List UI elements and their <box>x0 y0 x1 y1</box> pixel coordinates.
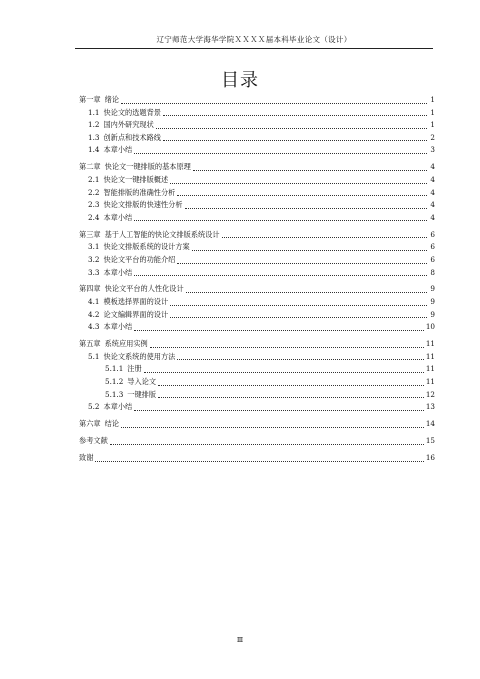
dot-leader <box>170 182 427 184</box>
toc-entry-label: 快论文系统的使用方法 <box>103 351 176 361</box>
dot-leader <box>144 371 424 373</box>
toc-subsection-entry[interactable] <box>79 389 435 402</box>
toc-entry-label: 本章小结 <box>103 322 133 332</box>
toc-entry-page: 4 <box>430 162 435 172</box>
page-number: Ⅲ <box>236 636 244 644</box>
dot-leader <box>158 384 424 386</box>
toc-entry-page: 2 <box>430 132 435 142</box>
dot-leader <box>163 139 427 141</box>
dot-leader <box>158 396 424 398</box>
toc-entry-label: 快论文平台的人性化设计 <box>104 284 184 294</box>
toc-entry-page: 4 <box>430 212 435 222</box>
toc-entry-page: 14 <box>425 419 435 429</box>
toc-chapter-entry[interactable] <box>79 418 435 431</box>
toc-entry-number: 2.2 <box>88 187 100 197</box>
toc-entry-label: 国内外研究现状 <box>103 120 154 130</box>
toc-entry-label: 快论文排版系统的设计方案 <box>103 242 190 252</box>
dot-leader <box>134 329 424 331</box>
toc-section-entry[interactable] <box>79 212 435 225</box>
toc-entry-page: 9 <box>430 284 435 294</box>
toc-entry-page: 6 <box>430 254 435 264</box>
toc-chapter-entry[interactable] <box>79 283 435 296</box>
toc-entry-number: 第二章 <box>79 162 101 172</box>
toc-section-entry[interactable] <box>79 296 435 309</box>
toc-entry-label: 参考文献 <box>79 436 108 446</box>
toc-entry-number: 5.1.2 <box>105 377 124 387</box>
toc-entry-label: 快论文一键排版概述 <box>103 174 169 184</box>
toc-entry-label: 结论 <box>104 419 119 429</box>
toc-entry-number: 2.4 <box>88 212 100 222</box>
toc-entry-number: 2.3 <box>88 200 100 210</box>
toc-subsection-entry[interactable] <box>79 376 435 389</box>
dot-leader <box>163 114 427 116</box>
toc-chapter-entry[interactable] <box>79 435 435 448</box>
dot-leader <box>193 169 427 171</box>
toc-entry-label: 快论文一键排版的基本原理 <box>104 162 191 172</box>
toc-entry-label: 注册 <box>127 364 142 374</box>
dot-leader <box>150 346 424 348</box>
toc-entry-label: 创新点和技术路线 <box>103 132 161 142</box>
toc-entry-page: 1 <box>430 95 435 104</box>
dot-leader <box>177 194 427 196</box>
toc-entry-page: 11 <box>425 339 435 349</box>
toc-entry-number: 4.3 <box>88 322 100 332</box>
toc-entry-number: 1.4 <box>88 145 100 155</box>
toc-entry-page: 10 <box>425 322 435 332</box>
toc-section-entry[interactable] <box>79 119 435 132</box>
toc-entry-page: 11 <box>425 351 435 361</box>
toc-entry-number: 第四章 <box>79 284 101 294</box>
toc-entry-page: 6 <box>430 229 435 239</box>
dot-leader <box>170 304 427 306</box>
dot-leader <box>177 262 427 264</box>
toc-entry-label: 基于人工智能的快论文排版系统设计 <box>104 229 220 239</box>
toc-entry-label: 绪论 <box>104 95 119 104</box>
dot-leader <box>134 152 427 154</box>
toc-entry-number: 3.2 <box>88 254 100 264</box>
toc-entry-label: 致谢 <box>79 453 94 463</box>
toc-section-entry[interactable] <box>79 144 435 157</box>
toc-entry-number: 2.1 <box>88 174 100 184</box>
toc-section-entry[interactable] <box>79 187 435 200</box>
toc-entry-label: 模板选择界面的设计 <box>103 297 169 307</box>
page-header: 辽宁师范大学海华学院ＸＸＸＸ届本科毕业论文（设计） <box>75 34 433 49</box>
toc-section-entry[interactable] <box>79 254 435 267</box>
dot-leader <box>134 274 427 276</box>
toc-entry-number: 5.1.3 <box>105 389 124 399</box>
dot-leader <box>222 236 427 238</box>
toc-section-entry[interactable] <box>79 309 435 322</box>
toc-entry-page: 4 <box>430 187 435 197</box>
toc-entry-label: 系统应用实例 <box>104 339 148 349</box>
table-of-contents <box>79 94 435 465</box>
toc-entry-number: 1.3 <box>88 132 100 142</box>
toc-entry-page: 1 <box>430 120 435 130</box>
toc-subsection-entry[interactable] <box>79 363 435 376</box>
dot-leader <box>95 460 423 462</box>
toc-entry-label: 快论文的选题背景 <box>103 107 161 117</box>
toc-section-entry[interactable] <box>79 199 435 212</box>
dot-leader <box>156 127 427 129</box>
toc-entry-number: 5.1 <box>88 351 100 361</box>
toc-entry-number: 第五章 <box>79 339 101 349</box>
page-title: 目录 <box>221 70 259 91</box>
toc-entry-number: 4.2 <box>88 309 100 319</box>
toc-entry-number: 5.1.1 <box>105 364 124 374</box>
toc-chapter-entry[interactable] <box>79 452 435 465</box>
toc-entry-number: 3.1 <box>88 242 100 252</box>
toc-entry-number: 第六章 <box>79 419 101 429</box>
dot-leader <box>134 409 424 411</box>
toc-entry-page: 6 <box>430 242 435 252</box>
toc-entry-number: 1.2 <box>88 120 100 130</box>
toc-entry-label: 本章小结 <box>103 145 133 155</box>
toc-entry-label: 快论文平台的功能介绍 <box>103 254 176 264</box>
toc-entry-label: 导入论文 <box>127 377 157 387</box>
toc-chapter-entry[interactable] <box>79 94 435 107</box>
toc-entry-number: 4.1 <box>88 297 100 307</box>
toc-entry-page: 16 <box>425 453 435 463</box>
dot-leader <box>186 291 427 293</box>
dot-leader <box>177 358 424 360</box>
dot-leader <box>110 443 424 445</box>
toc-section-entry[interactable] <box>79 267 435 280</box>
toc-entry-page: 8 <box>430 267 435 277</box>
toc-entry-page: 3 <box>430 145 435 155</box>
toc-section-entry[interactable] <box>79 107 435 120</box>
toc-entry-page: 9 <box>430 309 435 319</box>
toc-entry-page: 12 <box>425 389 435 399</box>
dot-leader <box>121 102 427 104</box>
toc-section-entry[interactable] <box>79 174 435 187</box>
toc-section-entry[interactable] <box>79 132 435 145</box>
toc-entry-label: 论文编辑界面的设计 <box>103 309 169 319</box>
toc-entry-page: 11 <box>425 377 435 387</box>
toc-entry-number: 第一章 <box>79 95 101 104</box>
dot-leader <box>185 207 427 209</box>
toc-entry-label: 本章小结 <box>103 212 133 222</box>
toc-entry-page: 15 <box>425 436 435 446</box>
dot-leader <box>134 219 427 221</box>
toc-entry-number: 5.2 <box>88 402 100 412</box>
toc-chapter-entry[interactable] <box>79 229 435 242</box>
dot-leader <box>192 249 427 251</box>
toc-section-entry[interactable] <box>79 401 435 414</box>
toc-entry-label: 快论文排版的快速性分析 <box>103 200 183 210</box>
toc-entry-page: 4 <box>430 200 435 210</box>
toc-section-entry[interactable] <box>79 241 435 254</box>
toc-entry-label: 本章小结 <box>103 267 133 277</box>
toc-chapter-entry[interactable] <box>79 338 435 351</box>
toc-entry-page: 13 <box>425 402 435 412</box>
toc-entry-page: 11 <box>425 364 435 374</box>
toc-section-entry[interactable] <box>79 351 435 364</box>
toc-entry-page: 4 <box>430 174 435 184</box>
dot-leader <box>170 316 427 318</box>
toc-entry-label: 一键排版 <box>127 389 157 399</box>
toc-entry-page: 1 <box>430 107 435 117</box>
toc-entry-number: 3.3 <box>88 267 100 277</box>
toc-entry-label: 智能排版的准确性分析 <box>103 187 176 197</box>
toc-chapter-entry[interactable] <box>79 161 435 174</box>
toc-entry-number: 1.1 <box>88 107 100 117</box>
toc-section-entry[interactable] <box>79 321 435 334</box>
dot-leader <box>121 426 424 428</box>
toc-entry-label: 本章小结 <box>103 402 133 412</box>
toc-entry-page: 9 <box>430 297 435 307</box>
toc-entry-number: 第三章 <box>79 229 101 239</box>
